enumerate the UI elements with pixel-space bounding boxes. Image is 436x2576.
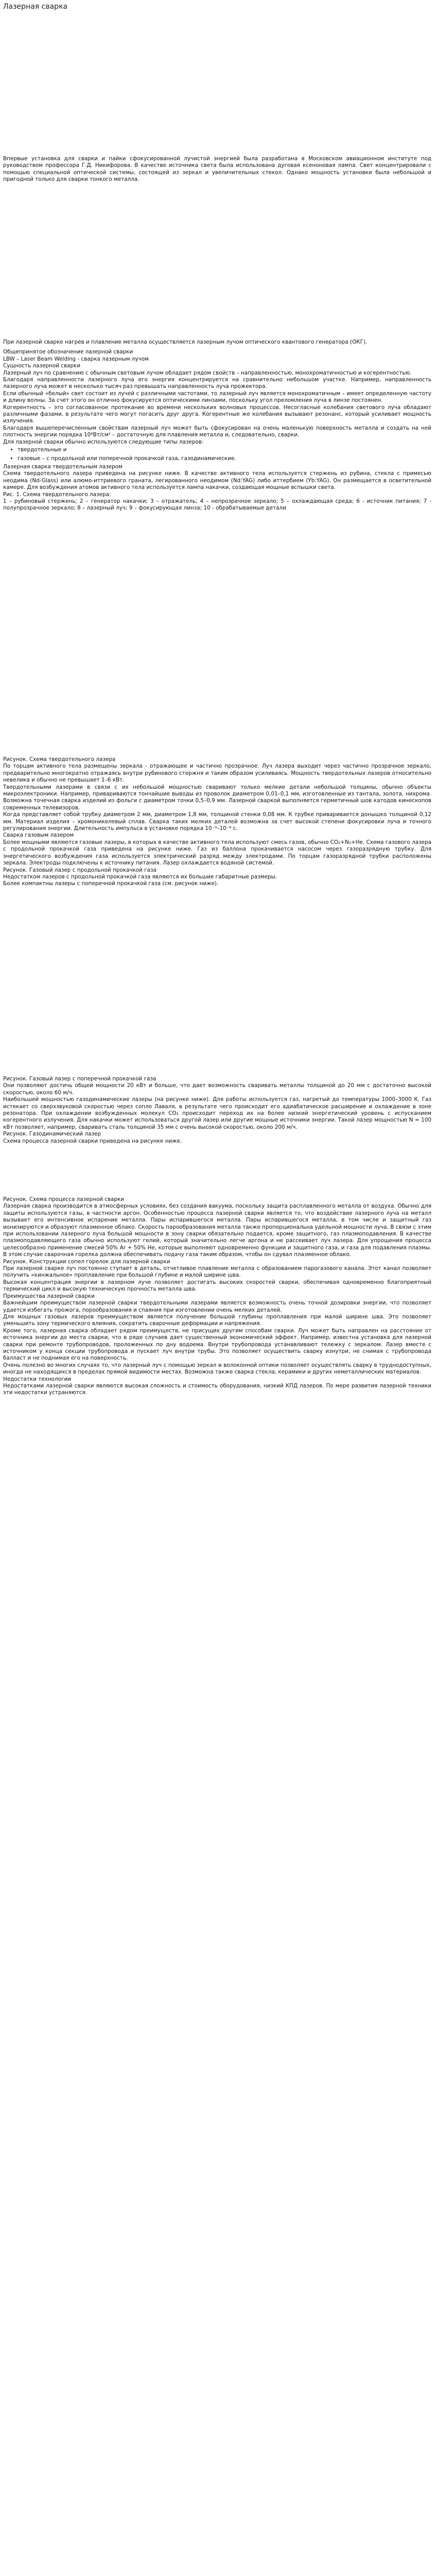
subheading: Лазерная сварка твердотельным лазером bbox=[3, 463, 123, 470]
subheading: Сварка газовым лазером bbox=[3, 832, 74, 839]
page-title: Лазерная сварка bbox=[3, 3, 68, 11]
paragraph: Для мощных газовых лазеров преимуществом является получение большой глубины проплавления при малой ширине шва. Это позволяет уменьшить зону термического влияния, сократить сварочные деформации и напряжения. bbox=[3, 1313, 431, 1327]
figure-caption: Рисунок. Газодинамический лазер bbox=[3, 1131, 101, 1138]
paragraph: Благодаря направленности лазерного луча его энергия концентрируется на сравнительно небольшом участке. Например, направленность лазерного луча может в несколько тысяч раз превышать направленность луча прожектора. bbox=[3, 377, 431, 390]
paragraph: Лазерный луч по сравнению с обычным световым лучом обладает рядом свойств – направленностью, монохроматичностью и когерентностью. bbox=[3, 369, 412, 376]
paragraph: По торцам активного тела размещены зеркала - отражающее и частично прозрачное. Луч лазера выходит через частично прозрачное зеркало, предварительно многократно отражаясь внутри рубинового стержня и таким образом усиливаясь. Мощность твердотельных лазеров относительно невелика и обычно не превышает 1–6 кВт. bbox=[3, 763, 431, 784]
paragraph: Более мощными являются газовые лазеры, в которых в качестве активного тела используют смесь газов, обычно CO₂+N₂+He. Схема газового лазера с продольной прокачкой газа приведена на рисунке ниже. Газ из баллона прокачивается насосом через газоразрядную трубку. Для энергетического возбуждения газа используется электрический разряд между электродами. По торцам газоразрядной трубки расположены зеркала. Электроды подключены к источнику питания. Лазер охлаждается водяной системой. bbox=[3, 839, 431, 867]
paragraph: LBW – Laser Beam Welding - сварка лазерным лучом bbox=[3, 355, 149, 362]
paragraph: При лазерной сварке нагрев и плавление металла осуществляется лазерным лучом оптического квантового генератора (ОКГ). bbox=[3, 339, 368, 345]
subheading: Общепринятое обозначение лазерной сварки bbox=[3, 349, 133, 355]
laser-types-list bbox=[3, 447, 431, 462]
section-gas-lasers bbox=[3, 1076, 431, 1145]
paragraph: Недостатком лазеров с продольной прокачкой газа являются их большие габаритные размеры. bbox=[3, 873, 277, 880]
paragraph: Они позволяют достичь общей мощности 20 кВт и больше, что дает возможность сваривать металлы толщиной до 20 мм с достаточно высокой скоростью, около 60 м/ч. bbox=[3, 1082, 431, 1096]
figure-caption: Рисунок. Конструкции сопел горелок для лазерной сварки bbox=[3, 1258, 170, 1265]
paragraph: Важнейшим преимуществом лазерной сварки твердотельными лазерами является возможность очень точной дозировки энергии, что позволяет удается избегать прожога, порообразования и спаяния при изготовлении очень мелких деталей. bbox=[3, 1300, 431, 1313]
figure-caption: Рис. 1. Схема твердотельного лазера: bbox=[3, 491, 111, 498]
paragraph: Когерентность – это согласованное протекание во времени нескольких волновых процессов. Несогласные колебания светового луча обладают различными фазами, в результате чего могут погасить друг друга. Когерентные же колебания вызывают резонанс, который усиливает мощность излучения. bbox=[3, 404, 431, 425]
figure-caption: Рисунок. Схема твердотельного лазера bbox=[3, 756, 116, 762]
paragraph: Наибольшей мощностью газодинамические лазеры (на рисунке ниже). Для работы используется газ, нагретый до температуры 1000–3000 К. Газ истекает со сверхзвуковой скоростью через сопло Лаваля, в результате чего происходит его адиабатическое расширение и охлаждение в зоне резонатора. При охлаждении возбужденных молекул CO₂ происходит переход их на более низкий энергетический уровень с испусканием когерентного излучения. Для накачки может использоваться другой лазер или другие мощные источники энергии. Такой лазер мощностью N = 100 кВт позволяет, например, сваривать сталь толщиной 35 мм с очень высокой скоростью, около 200 м/ч. bbox=[3, 1096, 431, 1130]
list-item: • газовые – с продольной или поперечной прокачкой газа, газодинамические. bbox=[18, 455, 431, 462]
paragraph: Недостатками лазерной сварки являются высокая сложность и стоимость оборудования, низкий КПД лазеров. По мере развития лазерной техники эти недостатки устраняются. bbox=[3, 1382, 431, 1396]
paragraph: Схема твердотельного лазера приведена на рисунке ниже. В качестве активного тела используется стержень из рубина, стекла с примесью неодима (Nd-Glass) или алюмо-иттриевого граната, легированного неодимом (Nd:YAG) либо иттербием (Yb:YAG). Он размещается в осветительной камере. Для возбуждения атомов активного тела используется лампа накачки, создающая мощные вспышки света. bbox=[3, 470, 431, 491]
paragraph: Когда представляет собой трубку диаметром 2 мм, диаметром 1,8 мм, толщиной стенки 0,08 мм. К трубке приваривается донышко толщиной 0,12 мм. Материал изделия – хромоникелевый сплав. Сварка таких мелких деталей возможна за счет высокой степени фокусировки луча и точного регулирования энергии. Длительность импульса в установке порядка 10⁻⁹–10⁻⁶ с. bbox=[3, 811, 431, 832]
paragraph: Лазерная сварка производится в атмосферных условиях, без создания вакуума, поскольку защита расплавленного металла от воздуха. Обычно для защиты используются газы, в частности аргон. Особенностью процесса лазерной сварки является то, что воздействие лазерного луча на металл вызывает его интенсивное испарение металла. Пары испарившегося металла. Пары испарившегося металла, в том числе и защитный газ ионизируются и образуют плазменное облако. Скорость парообразования металла также пропорциональна удельной мощности луча. В связи с этим при использовании лазерного луча большой мощности в зону сварки обязательно подается, кроме защитного, газ плазмоподавления. В качестве плазмоподавляющего газа обычно используют гелий, который значительно легче аргона и не рассеивает луч лазера. Для упрощения процесса целесообразно применение смесей 50% Ar + 50% He, которые выполняют одновременно функции и защитного газа, и газа для подавления плазмы. В этом случае сварочная горелка должна обеспечивать подачу газа таким образом, чтобы он сдувал плазменное облако. bbox=[3, 1203, 431, 1258]
list-item: • твердотельные и bbox=[18, 447, 431, 453]
subheading: Сущность лазерной сварки bbox=[3, 363, 81, 369]
paragraph: Твердотельными лазерами в связи с их небольшой мощностью сваривают только мелкие детали небольшой толщины, обычно объекты микроэлектроники. Например, привариваются тончайшие выводы из проволок диаметром 0,01–0,1 мм, изготовленные из тантала, золота, нихрома. Возможна точечная сварка изделий из фольги с диаметром точки 0,5–0,9 мм. Лазерной сваркой выполняется герметичный шов катодов кинескопов современных телевизоров. bbox=[3, 784, 431, 811]
paragraph: Если обычный «белый» свет состоит из лучей с различными частотами, то лазерный луч является монохроматичным – имеет определенную частоту и длину волны. За счет этого он отлично фокусируется оптическими линзами, поскольку угол преломления луча в линзе постоянен. bbox=[3, 390, 431, 404]
section-solid-state bbox=[3, 756, 431, 888]
paragraph: Кроме того, лазерная сварка обладает рядом преимуществ, не присущих другим способам сварки. Луч может быть направлен на расстояние от источника энергии до места сварки, что в ряде случаев дает существенный экономический эффект. Например, известна установка для лазерной сварки при ремонте трубопроводов, проложенных по дну водоема. Внутри трубопровода устанавливают тележку с зеркалом. Лазер вместе с источником у конца секции трубопровода и пускает луч внутри трубы. Это позволяет осуществить сварку изнутри, не снимая с трубопровода балласт и не поднимая его на поверхность. bbox=[3, 1327, 431, 1362]
figure-caption: Рисунок. Схема процесса лазерной сварки bbox=[3, 1196, 125, 1202]
figure-caption: Рисунок. Газовый лазер с продольной прокачкой газа bbox=[3, 867, 156, 873]
paragraph: Высокая концентрация энергии в лазерном луче позволяет достигать высоких скоростей сварки, обеспечивая одновременно благоприятный термический цикл и высокую техническую прочность металла шва. bbox=[3, 1279, 431, 1293]
paragraph: Схема процесса лазерной сварки приведена на рисунке ниже. bbox=[3, 1138, 182, 1144]
section-essence bbox=[3, 339, 431, 512]
subheading: Недостатки технологии bbox=[3, 1376, 71, 1382]
subheading: Преимущества лазерной сварки bbox=[3, 1293, 95, 1299]
section-process bbox=[3, 1196, 431, 1397]
paragraph: Благодаря вышеперечисленным свойствам лазерный луч может быть сфокусирован на очень маленькую поверхность металла и создать на ней плотность энергии порядка 10⁸Вт/см² – достаточную для плавления металла и, следовательно, сварки. bbox=[3, 425, 431, 438]
figure-caption: Рисунок. Газовый лазер с поперечной прокачкой газа bbox=[3, 1076, 156, 1082]
paragraph: Очень полезно во многих случаях то, что лазерный луч с помощью зеркал и волоконной оптики позволяет осуществлять сварку в труднодоступных, иногда не находящихся в пределах прямой видимости местах. Возможна также сварка стекла, керамики и других неметаллических материалов. bbox=[3, 1362, 431, 1376]
intro-section bbox=[3, 156, 431, 183]
figure-legend: 1 – рубиновый стержень; 2 – генератор накачки; 3 – отражатель; 4 – непрозрачное зеркало; 5 – охлаждающая среда; 6 - источник питания; 7 - полупрозрачное зеркало; 8 – лазерный луч; 9 – фокусирующая линза; 10 - обрабатываемые детали bbox=[3, 498, 431, 512]
paragraph: Для лазерной сварки обычно используются следующие типы лазеров: bbox=[3, 438, 204, 445]
paragraph: Более компактны лазеры с поперечной прокачкой газа (см. рисунок ниже). bbox=[3, 880, 219, 887]
paragraph: При лазерной сварке луч постоянно ступает в деталь, отчетливое плавление металла с образованием парогазового канала. Этот канал позволяет получить «кинжальное» проплавление при большой глубине и малой ширине шва. bbox=[3, 1265, 431, 1279]
intro-paragraph: Впервые установка для сварки и пайки сфокусированной лучистой энергией была разработана в Московском авиационном институте под руководством профессора Г.Д. Никифорова. В качестве источника света была использована дуговая ксеноновая лампа. Свет концентрировали с помощью специальной оптической системы, состоящей из зеркал и увеличительных стекол. Однако мощность установки была небольшой и пригодной только для сварки тонкого металла. bbox=[3, 156, 431, 183]
